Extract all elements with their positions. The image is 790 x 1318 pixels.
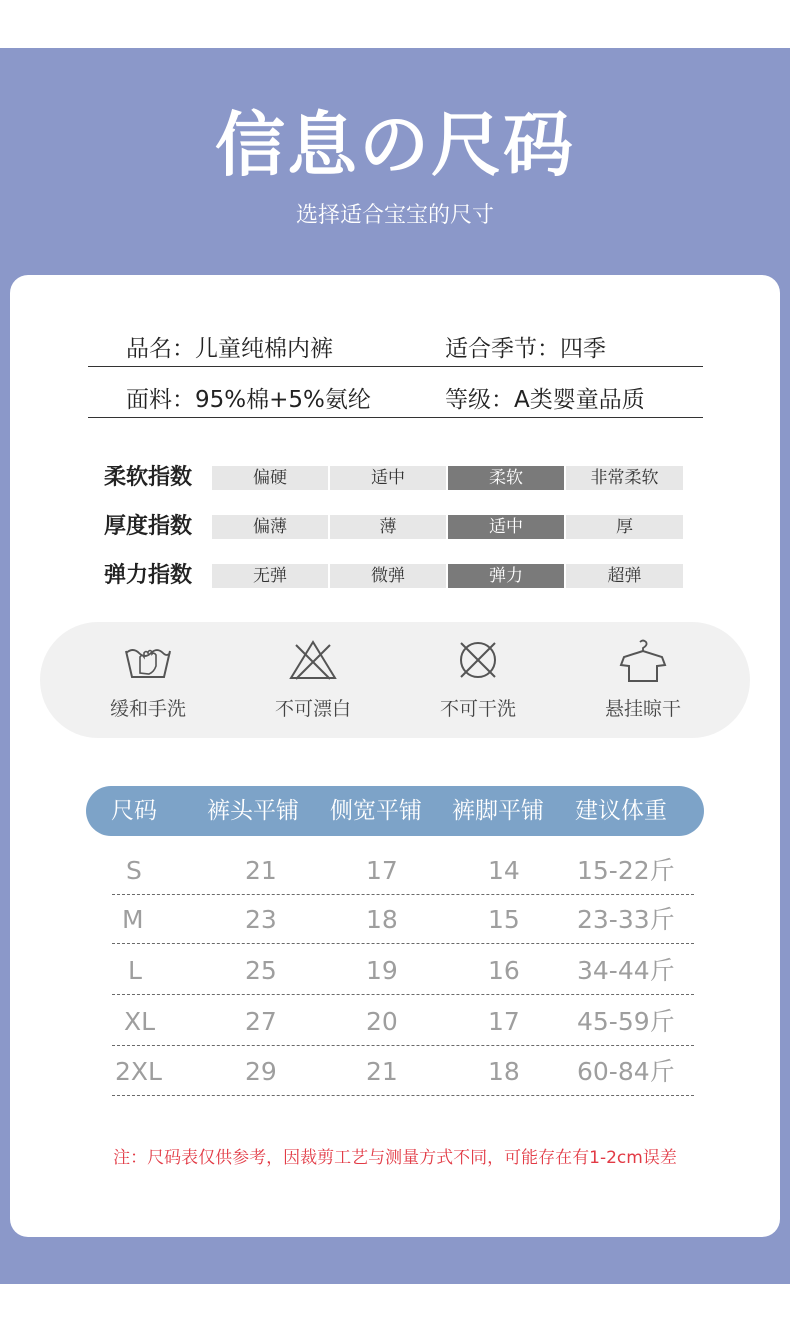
cell-size: 2XL	[115, 1057, 162, 1086]
cell-weight: 23-33斤	[577, 905, 675, 934]
hang-dry-icon	[618, 639, 668, 683]
table-row	[112, 1047, 694, 1096]
cell-side-width: 20	[366, 1007, 398, 1036]
size-table-header	[86, 786, 704, 836]
cell-side-width: 19	[366, 956, 398, 985]
no-dry-clean-icon	[453, 639, 503, 681]
size-note: 注：尺码表仅供参考，因裁剪工艺与测量方式不同，可能存在有1-2cm误差	[113, 1148, 677, 1168]
cell-side-width: 17	[366, 856, 398, 885]
info-row-1	[88, 323, 703, 367]
table-row	[112, 946, 694, 995]
index-option: 微弹	[330, 564, 446, 588]
column-header-waist: 裤头平铺	[207, 798, 299, 824]
care-item-no-bleach	[238, 622, 388, 738]
care-label: 悬挂晾干	[604, 698, 681, 720]
cell-waist: 21	[245, 856, 277, 885]
index-option: 厚	[566, 515, 683, 539]
index-option: 非常柔软	[566, 466, 683, 490]
cell-size: M	[122, 905, 144, 934]
no-bleach-icon	[288, 639, 338, 681]
care-item-hand-wash	[73, 622, 223, 738]
care-label: 不可漂白	[274, 698, 351, 720]
index-option: 偏薄	[212, 515, 328, 539]
cell-size: XL	[124, 1007, 156, 1036]
index-option: 薄	[330, 515, 446, 539]
index-label: 弹力指数	[104, 563, 193, 588]
cell-waist: 23	[245, 905, 277, 934]
hand-wash-icon	[123, 639, 173, 681]
cell-leg: 16	[488, 956, 520, 985]
care-label: 缓和手洗	[109, 698, 186, 720]
cell-leg: 14	[488, 856, 520, 885]
column-header-size: 尺码	[111, 798, 157, 824]
product-name: 品名：儿童纯棉内裤	[126, 336, 333, 362]
table-row	[112, 846, 694, 895]
cell-waist: 29	[245, 1057, 277, 1086]
index-option-selected: 弹力	[448, 564, 564, 588]
care-label: 不可干洗	[439, 698, 516, 720]
cell-waist: 27	[245, 1007, 277, 1036]
index-label: 柔软指数	[104, 465, 193, 490]
index-option: 无弹	[212, 564, 328, 588]
cell-leg: 15	[488, 905, 520, 934]
column-header-side-width: 侧宽平铺	[330, 798, 422, 824]
grade: 等级：A类婴童品质	[445, 387, 645, 413]
index-option-selected: 适中	[448, 515, 564, 539]
page-subtitle: 选择适合宝宝的尺寸	[295, 203, 494, 228]
care-item-hang-dry	[568, 622, 718, 738]
cell-weight: 45-59斤	[577, 1007, 675, 1036]
cell-side-width: 18	[366, 905, 398, 934]
fabric: 面料：95%棉+5%氨纶	[126, 387, 371, 413]
table-row	[112, 997, 694, 1046]
cell-size: S	[126, 856, 142, 885]
cell-leg: 18	[488, 1057, 520, 1086]
table-row	[112, 895, 694, 944]
cell-side-width: 21	[366, 1057, 398, 1086]
cell-leg: 17	[488, 1007, 520, 1036]
cell-weight: 60-84斤	[577, 1057, 675, 1086]
cell-weight: 34-44斤	[577, 956, 675, 985]
index-label: 厚度指数	[104, 514, 193, 539]
column-header-leg: 裤脚平铺	[452, 798, 544, 824]
care-panel	[40, 622, 750, 738]
index-option: 偏硬	[212, 466, 328, 490]
cell-size: L	[128, 956, 142, 985]
season: 适合季节：四季	[445, 336, 606, 362]
page-title: 信息の尺码	[215, 104, 575, 186]
index-option-selected: 柔软	[448, 466, 564, 490]
info-row-2	[88, 374, 703, 418]
column-header-weight: 建议体重	[575, 798, 667, 824]
index-option: 适中	[330, 466, 446, 490]
cell-waist: 25	[245, 956, 277, 985]
care-item-no-dry-clean	[403, 622, 553, 738]
index-option: 超弹	[566, 564, 683, 588]
cell-weight: 15-22斤	[577, 856, 675, 885]
